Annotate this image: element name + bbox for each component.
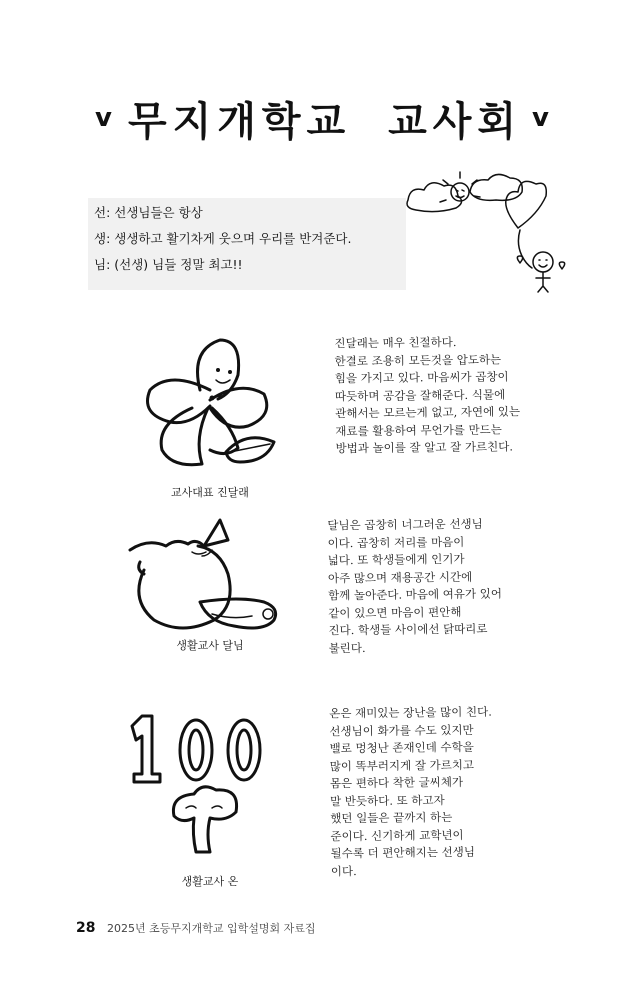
- page-number: 28: [76, 920, 96, 936]
- chevron-right-mark: v: [532, 103, 555, 133]
- teacher-caption-3: 생활교사 온: [181, 875, 239, 888]
- acrostic-line-1: 선: 선생님들은 항상: [94, 205, 203, 220]
- clouds-sun-heart-doodle: [400, 170, 590, 290]
- moon-teacher-drawing: [120, 510, 295, 640]
- teacher-note-1: 진달래는 매우 친절하다. 한결로 조용히 모든것을 압도하는 힘을 가지고 있다. 마음씨가 곱창이 따듯하며 공감을 잘해준다. 식물에 관해서는 모르는게 없고, 자연에 있는 재료를 활용하여 무언가를 만드는 방법과 놀이를 잘 알고 잘 가르친다.: [334, 335, 521, 456]
- acrostic-line-2: 생: 생생하고 활기차게 웃으며 우리를 반겨준다.: [94, 231, 352, 246]
- teacher-note-2: 달님은 곱창히 너그러운 선생님 이다. 곱창히 저리를 마음이 넓다. 또 학생들에게 인기가 아주 많으며 재용공간 시간에 함께 놀아준다. 마음에 여유가 있어 같이 있으면 마음이 편안해 진다. 학생들 사이에선 닭따리로 불린다.: [327, 516, 502, 655]
- teacher-note-3: 온은 재미있는 장난을 많이 친다. 선생님이 화가를 수도 있지만 밸로 멍청난 존재인데 수학을 많이 똑부러지게 잘 가르치고 몸은 편하다 착한 글씨체가 말 반듯하다. 또 하고자 했던 일들은 끝까지 하는 준이다. 신기하게 교학년이 될수록 더 편안해지는 선생님 이다.: [329, 704, 492, 878]
- teacher-caption-2: 생활교사 달님: [176, 639, 244, 652]
- page-title: [95, 88, 555, 148]
- teacher-caption-1: 교사대표 진달래: [171, 486, 249, 499]
- hundred-and-hand-drawing: [118, 712, 278, 862]
- title-teachers-council: 교사회: [388, 98, 523, 145]
- acrostic-line-3: 님: (선생) 님들 정말 최고!!: [94, 257, 243, 272]
- title-school-name: 무지개학교: [127, 98, 352, 145]
- azalea-flower-drawing: [130, 330, 290, 480]
- footer-text: 2025년 초등무지개학교 입학설명회 자료집: [106, 922, 316, 935]
- page-footer: [76, 920, 315, 936]
- acrostic-poem: [88, 198, 406, 290]
- chevron-left-mark: v: [95, 103, 118, 133]
